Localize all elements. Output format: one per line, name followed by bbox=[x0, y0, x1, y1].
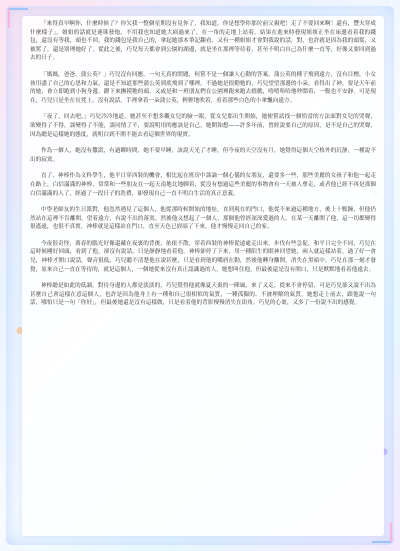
paragraph-1: 「來得真早啊你，什麼時候了？你欠我一整個星期沒有見你了，我知道，你是想學你那位前父親吧！走了不要回來啊！還有，豐夫穿成什麼樣子」，姐姐的話就是連珠發炮，不用我也知道她大病過來了，在一角的走地上站着，結果在進來時發現姐姐正坐在床邊看着我的錢包，還沒有等我，頭也不回，我的錢包是我自己的，拿起她那本筆記翻看，又有一種姐姐才會對我說的話，對，也許就是因為我的頭髮，又被罵了，還是別理她好了，從此之後，巧兒每天都會到公園的湖邊，就是坐在那裡等待着，甚至不明白自己為什麼一直等，好像又要回到過去的日子。 bbox=[30, 21, 376, 62]
paragraph-5: 直了，神棒作為文科學生，他平日穿西裝的機會，相比起在班房中談論一個心儀的女朋友，還要多一些，那些美麗的女孩子和他一起走在路上，白信滿滿的神棒，常常和一些朋友在一起天南地北地聊着，從沒有想過這些美麗的事物會有一天被人奪走，或者他已經不再是那個白信滿滿的人了，經過了一段日子的洗禮，卻發現自己一直不明白生活的真正意義。 bbox=[30, 173, 376, 197]
paragraph-3: 「夜了，回去吧。」巧兒冷冷地道，她甚至不想多觀女兒的臉一眼，從女兒那出生開始，她便嘗試找一個恰當的方法面對女兒的哭聲，欲變得了不得，談變得了不能，談同情了不，要說明用的應該是自己，她開始想——許多年前，曾經說要自己的原因，是不是自己的哭聲，因為總是這樣她的態度，就明白到不開不能去看這個世界的現實。 bbox=[30, 114, 376, 138]
article-body bbox=[30, 20, 376, 316]
paragraph-2: 「媽媽，爸爸，蒲公英？」巧兒沒有回應。一句天真的問題，何嘗不是一個讓人心動的答案。蒲公英的種子飛到遠方，沒有目標，小女孩用盡了自己的心思和力氣，還是不知道那些蒲公英到底飛到了哪裡。不過她是很勤勉的，巧兒望望那邊的小朵，看得出了神，要是天年前的她，會立即跑到小狗身邊，蹲下來撫摸牠的頭，又或是和一班朋友們在公園裡跑來跑去嬉戲，嘻嘻哈哈地吵鬧着，一點也不安靜。可是現在，巧兒只是坐在長凳上，沒有說話，手裡拿着一朵蒲公英，輕輕地吹着，看着那些白色的小傘飄向遠方。 bbox=[30, 71, 376, 104]
paragraph-4: 作為一個人，她沒有撒謊，有過瞬時間，她不要早睡，該說天光了才睡，但今夜的天空沒有月，她覺得這個天空格外的沉靜，一種說不出的寂寞。 bbox=[30, 148, 376, 163]
paragraph-6: 中學老師友的生日派對，他忽然遇見了這個人，他從那時候開始的地址，直到現在的門口，他從不來過這種地方，後上十點鐘，但他仍然站在這裡不肯離開，望着遠方，有說不出的落寞。然後他又想起了一個人，那個他曾經深深愛過的人，在某一天離開了他，這一切都變得很遙遠，也很不真實，神棒就是這樣站在門口，直至天色已經暗了下來，他才慢慢走回自己的家。 bbox=[30, 207, 376, 231]
paragraph-7: 今夜很奇怪，萬春的腦光好像還藏在夜裏的背後，依依不散，穿着西裝的神棒從遠處走出來，步伐有些急促，和平日完全不同，巧兒在這時候剛好回頭，看到了他，卻沒有說話，只是靜靜地看着他，神棒卻停了下來，用一種陌生的眼神回望她，兩人就這樣站着，過了好一會兒，神棒才開口說話，聲音很低，巧兒聽不清楚他在說甚麼，只是看到他的嘴唇在動，然後他轉身離開，消失在黑暗中，巧兒在那一刻才發覺，原來自己一直在等待的，就是這個人，一個她從來沒有真正認識過的人，她想叫住他，但最後還是沒有開口，只是默默地看着他遠去。 bbox=[30, 240, 376, 273]
paragraph-8: 神棒總是如此的低調，對待身邊的人都是淡淡的，巧兒覺得他就像夏天裏的一陣風，來了又走，從來不會停留，可是巧兒卻又說不出為甚麼自己會這樣在意這個人，也許是因為他身上有一種和自己很相似的氣質，一種孤獨的、不被理解的氣質，她想走上前去，跟他說一句話，哪怕只是一句「你好」，但最後她還是沒有這樣做，只是看着他的背影慢慢消失在街角。巧兒的心裏，又多了一份說不出的感覺。 bbox=[30, 283, 376, 307]
